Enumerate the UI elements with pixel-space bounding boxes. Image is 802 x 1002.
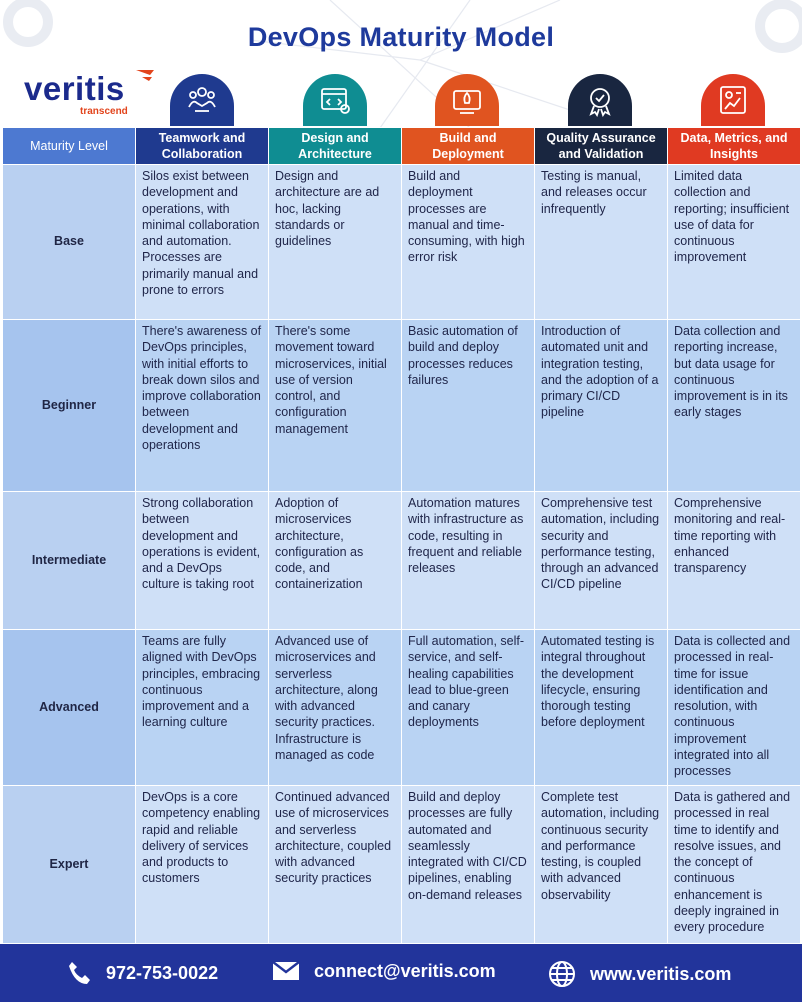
table-cell: Automated testing is integral throughout the development lifecycle, ensuring thorough testing before deployment (535, 630, 668, 786)
header-teamwork: Teamwork and Collaboration (136, 128, 269, 165)
email-address: connect@veritis.com (314, 960, 496, 981)
header-design: Design and Architecture (269, 128, 402, 165)
table-row (3, 165, 801, 320)
table-cell: Teams are fully aligned with DevOps principles, embracing continuous improvement and a learning culture (136, 630, 269, 786)
table-cell: There's some movement toward microservices, initial use of version control, and configuration management (269, 320, 402, 492)
globe-icon (548, 960, 576, 988)
header-quality: Quality Assurance and Validation (535, 128, 668, 165)
level-cell: Expert (3, 786, 136, 944)
veritis-logo (24, 70, 128, 117)
header-metrics: Data, Metrics, and Insights (668, 128, 801, 165)
footer (0, 944, 802, 1002)
level-cell: Base (3, 165, 136, 320)
footer-phone[interactable] (66, 960, 218, 986)
logo-mark-icon (134, 68, 156, 88)
level-cell: Beginner (3, 320, 136, 492)
footer-email[interactable] (272, 960, 496, 982)
table-cell: Comprehensive test automation, including security and performance testing, through an advanced CI/CD pipeline (535, 492, 668, 630)
table-cell: Adoption of microservices architecture, configuration as code, and containerization (269, 492, 402, 630)
table-cell: Full automation, self-service, and self-healing capabilities lead to blue-green and canary deployments (402, 630, 535, 786)
table-cell: Build and deployment processes are manual and time-consuming, with high error risk (402, 165, 535, 320)
table-cell: Build and deploy processes are fully automated and seamlessly integrated with CI/CD pipelines, enabling on-demand releases (402, 786, 535, 944)
table-row (3, 320, 801, 492)
logo-tagline: transcend (80, 106, 128, 117)
mail-icon (272, 960, 300, 982)
header-maturity-level: Maturity Level (3, 128, 136, 165)
phone-number: 972-753-0022 (106, 962, 219, 983)
table-cell: Data collection and reporting increase, but data usage for continuous improvement is in its early stages (668, 320, 801, 492)
table-cell: DevOps is a core competency enabling rapid and reliable delivery of services and products to customers (136, 786, 269, 944)
table-cell: Continued advanced use of microservices and serverless architecture, coupled with advanced security practices (269, 786, 402, 944)
table-cell: Design and architecture are ad hoc, lacking standards or guidelines (269, 165, 402, 320)
table-cell: Data is gathered and processed in real time to identify and resolve issues, and the concept of continuous enhancement is deeply ingrained in every procedure (668, 786, 801, 944)
level-cell: Intermediate (3, 492, 136, 630)
level-cell: Advanced (3, 630, 136, 786)
table-cell: Strong collaboration between development and operations is evident, and a DevOps culture is taking root (136, 492, 269, 630)
table-cell: Comprehensive monitoring and real-time reporting with enhanced transparency (668, 492, 801, 630)
table-row (3, 492, 801, 630)
table-cell: Automation matures with infrastructure as code, resulting in frequent and reliable releases (402, 492, 535, 630)
page-title: DevOps Maturity Model (247, 22, 555, 52)
table-cell: Data is collected and processed in real-time for issue identification and resolution, with continuous improvement integrated into all processes (668, 630, 801, 786)
table-cell: Basic automation of build and deploy processes reduces failures (402, 320, 535, 492)
website-url: www.veritis.com (590, 963, 732, 984)
table-cell: Silos exist between development and operations, with minimal collaboration and automation. Processes are primarily manual and prone to errors (136, 165, 269, 320)
table-row (3, 630, 801, 786)
logo-wordmark: veritis (24, 70, 125, 107)
phone-icon (66, 960, 92, 986)
table-cell: Testing is manual, and releases occur infrequently (535, 165, 668, 320)
table-cell: Advanced use of microservices and serverless architecture, along with advanced security practices. Infrastructure is managed as code (269, 630, 402, 786)
table-cell: There's awareness of DevOps principles, with initial efforts to break down silos and improve collaboration between development and operations (136, 320, 269, 492)
table-cell: Introduction of automated unit and integration testing, and the adoption of a primary CI/CD pipeline (535, 320, 668, 492)
maturity-table (2, 127, 801, 944)
footer-website[interactable] (548, 960, 731, 988)
table-cell: Complete test automation, including continuous security and performance testing, is coupled with advanced observability (535, 786, 668, 944)
table-row (3, 786, 801, 944)
table-cell: Limited data collection and reporting; insufficient use of data for continuous improvement (668, 165, 801, 320)
header-build: Build and Deployment (402, 128, 535, 165)
